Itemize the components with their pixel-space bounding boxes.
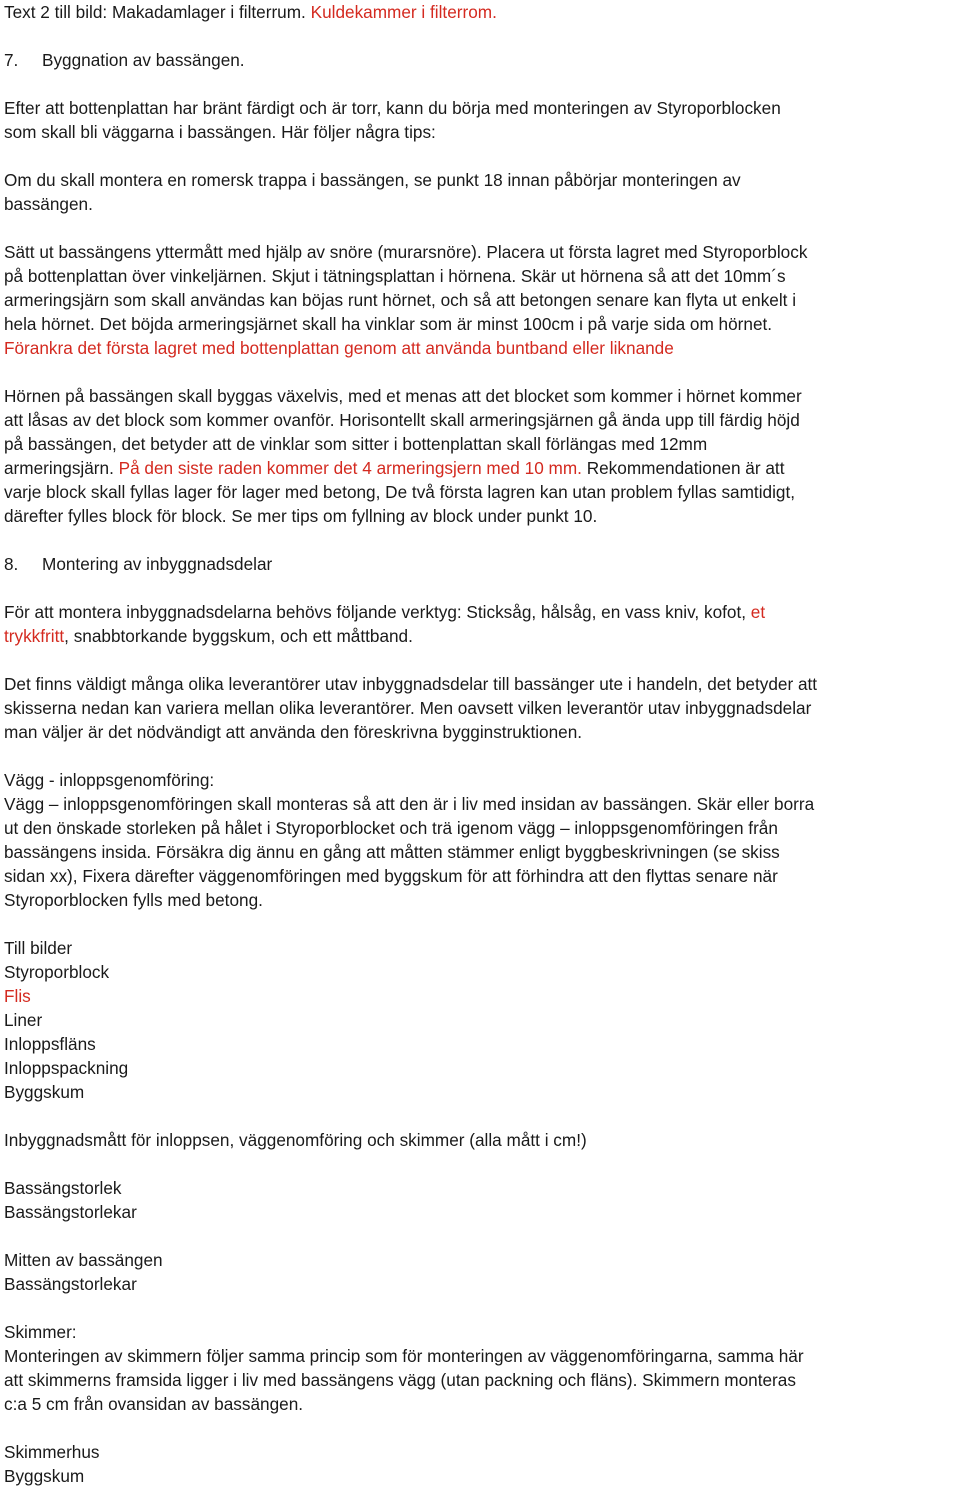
list-item: Bassängstorlek: [4, 1178, 122, 1198]
paragraph-line: man väljer är det nödvändigt att använda den föreskrivna bygginstruktionen.: [4, 722, 583, 742]
paragraph-line: därefter fylles block för block. Se mer tips om fyllning av block under punkt 10.: [4, 506, 598, 526]
list-item: Styroporblock: [4, 962, 110, 982]
section-heading-8: [4, 552, 958, 576]
paragraph-line: Styroporblocken fylls med betong.: [4, 890, 263, 910]
list-item-red: Flis: [4, 986, 31, 1006]
paragraph-line: hela hörnet. Det böjda armeringsjärnet skall ha vinklar som är minst 100cm i på varje sida om hörnet.: [4, 314, 773, 334]
caption-text: Text 2 till bild: Makadamlager i filterrum.: [4, 2, 311, 22]
paragraph-line: sidan xx), Fixera därefter väggenomföringen med byggskum för att förhindra att den flyttas senare när: [4, 866, 778, 886]
paragraph-line: på bottenplattan över vinkeljärnen. Skjut i tätningsplattan i hörnena. Skär ut hörnena så att det 10mm´s: [4, 266, 786, 286]
text-span-red: et: [750, 602, 766, 622]
paragraph-line: varje block skall fyllas lager för lager med betong, De två första lagren kan utan problem fyllas samtidigt,: [4, 482, 796, 502]
paragraph-line: Sätt ut bassängens yttermått med hjälp av snöre (murarsnöre). Placera ut första lagret med Styroporblock: [4, 242, 808, 262]
paragraph-line: som skall bli väggarna i bassängen. Här följer några tips:: [4, 122, 436, 142]
list-item: Bassängstorlekar: [4, 1274, 137, 1294]
paragraph-line: Monteringen av skimmern följer samma princip som för monteringen av väggenomföringarna, samma här: [4, 1346, 804, 1366]
paragraph-line: Efter att bottenplattan har bränt färdigt och är torr, kann du börja med monteringen av Styroporblocken: [4, 98, 781, 118]
list-item: Till bilder: [4, 938, 73, 958]
paragraph-line: [4, 600, 958, 624]
paragraph-line: att skimmerns framsida ligger i liv med bassängens vägg (utan packning och fläns). Skimmern monteras: [4, 1370, 796, 1390]
section-heading-7: [4, 48, 958, 72]
document-page: [4, 0, 958, 1488]
text-span: För att montera inbyggnadsdelarna behövs följande verktyg: Sticksåg, hålsåg, en vass kniv, kofot,: [4, 602, 751, 622]
paragraph-line: att låsas av det block som kommer ovanför. Horisontellt skall armeringsjärnen gå ända upp till färdig höjd: [4, 410, 800, 430]
list-item: Inloppspackning: [4, 1058, 129, 1078]
heading-number: 8.: [4, 554, 19, 574]
list-item: Byggskum: [4, 1082, 85, 1102]
subheading: Vägg - inloppsgenomföring:: [4, 770, 215, 790]
caption-translation: Kuldekammer i filterrom.: [310, 2, 497, 22]
text-span: , snabbtorkande byggskum, och ett måttband.: [64, 626, 413, 646]
subheading: Skimmer:: [4, 1322, 77, 1342]
text-span-red: trykkfritt: [4, 626, 65, 646]
list-item: Liner: [4, 1010, 43, 1030]
heading-number: 7.: [4, 50, 19, 70]
paragraph-line: [4, 624, 958, 648]
heading-text: Byggnation av bassängen.: [42, 50, 245, 70]
list-item: Mitten av bassängen: [4, 1250, 163, 1270]
paragraph-line: på bassängen, det betyder att de vinklar som sitter i bottenplattan skall förlängas med 12mm: [4, 434, 708, 454]
heading-text: Montering av inbyggnadsdelar: [42, 554, 273, 574]
list-item: Byggskum: [4, 1466, 85, 1486]
paragraph-line: ut den önskade storleken på hålet i Styroporblocket och trä igenom vägg – inloppsgenomföringen från: [4, 818, 778, 838]
paragraph-line: bassängen.: [4, 194, 93, 214]
paragraph-line-red: Förankra det första lagret med bottenplattan genom att använda buntband eller liknande: [4, 338, 674, 358]
list-item: Inloppsfläns: [4, 1034, 96, 1054]
text-span: Rekommendationen är att: [581, 458, 785, 478]
caption-line: [4, 0, 958, 24]
paragraph-line: c:a 5 cm från ovansidan av bassängen.: [4, 1394, 304, 1414]
paragraph-line: Hörnen på bassängen skall byggas växelvis, med et menas att det blocket som kommer i hörnet kommer: [4, 386, 802, 406]
paragraph-line: Vägg – inloppsgenomföringen skall monteras så att den är i liv med insidan av bassängen. Skär eller borra: [4, 794, 815, 814]
list-item: Bassängstorlekar: [4, 1202, 137, 1222]
paragraph-line: bassängens insida. Försäkra dig ännu en gång att måtten stämmer enligt byggbeskrivningen (se skiss: [4, 842, 780, 862]
list-item: Skimmerhus: [4, 1442, 100, 1462]
paragraph-line: Om du skall montera en romersk trappa i bassängen, se punkt 18 innan påbörjar monteringen av: [4, 170, 741, 190]
text-span-red: På den siste raden kommer det 4 armeringsjern med 10 mm.: [118, 458, 582, 478]
paragraph-line: armeringsjärn som skall användas kan böjas runt hörnet, och så att betongen senare kan flyta ut enkelt i: [4, 290, 797, 310]
paragraph-line: Det finns väldigt många olika leverantörer utav inbyggnadsdelar till bassänger ute i handeln, det betyder att: [4, 674, 818, 694]
paragraph-line: Inbyggnadsmått för inloppsen, väggenomföring och skimmer (alla mått i cm!): [4, 1130, 587, 1150]
text-span: armeringsjärn.: [4, 458, 119, 478]
paragraph-line: skisserna nedan kan variera mellan olika leverantörer. Men oavsett vilken leverantör utav inbyggnadsdelar: [4, 698, 812, 718]
paragraph-line: [4, 456, 958, 480]
